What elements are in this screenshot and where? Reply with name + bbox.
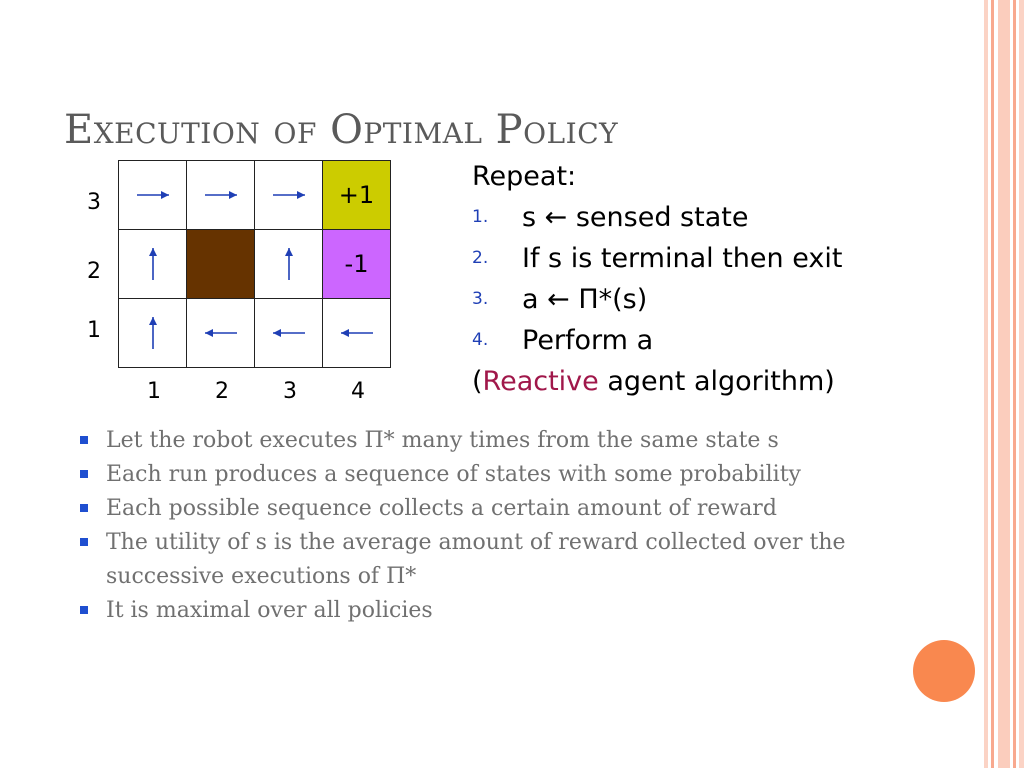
- grid-cell-arrow: [255, 161, 323, 230]
- grid-cell-arrow: [255, 299, 323, 368]
- arrow-up-icon: [283, 246, 295, 282]
- bullet-item: [80, 424, 940, 458]
- bullet-square-icon: [80, 538, 88, 546]
- bullet-text: Each run produces a sequence of states with some probability: [106, 462, 801, 487]
- footer-highlight: Reactive: [482, 366, 599, 397]
- step-text: s ← sensed state: [522, 202, 749, 233]
- stripe-3: [998, 0, 1010, 768]
- step-number: 2.: [472, 248, 489, 268]
- algorithm-step-1: [472, 197, 942, 238]
- bullet-item: [80, 492, 940, 526]
- arrow-up-icon: [147, 315, 159, 351]
- side-stripes: [984, 0, 1024, 768]
- grid-cell-arrow: [119, 161, 187, 230]
- bullet-square-icon: [80, 436, 88, 444]
- step-number: 4.: [472, 330, 489, 350]
- col-label-1: 1: [147, 379, 161, 404]
- arrow-right-icon: [271, 189, 307, 201]
- bullet-text: It is maximal over all policies: [106, 598, 433, 623]
- row-label-2: 2: [87, 259, 101, 284]
- bullet-square-icon: [80, 606, 88, 614]
- grid-cell-terminal-negative: [323, 230, 391, 299]
- grid-cell-arrow: [255, 230, 323, 299]
- bullet-text: Each possible sequence collects a certain amount of reward: [106, 496, 777, 521]
- step-number: 1.: [472, 207, 489, 227]
- policy-grid: [118, 160, 391, 368]
- bullet-text: The utility of s is the average amount of reward collected over the successive executions of Π*: [106, 530, 846, 589]
- decorative-orb: [913, 640, 975, 702]
- algorithm-step-2: [472, 238, 942, 279]
- grid-cell-terminal-positive: [323, 161, 391, 230]
- slide-title: Execution of Optimal Policy: [64, 107, 619, 153]
- step-text: a ← Π*(s): [522, 284, 648, 315]
- algorithm-header: Repeat:: [472, 161, 577, 192]
- bullet-item: [80, 526, 940, 594]
- step-text: If s is terminal then exit: [522, 243, 843, 274]
- grid-cell-arrow: [187, 299, 255, 368]
- stripe-2: [991, 0, 994, 768]
- stripe-4: [1013, 0, 1016, 768]
- step-number: 3.: [472, 289, 489, 309]
- stripe-5: [1019, 0, 1024, 768]
- grid-row: [119, 230, 391, 299]
- bullet-text: Let the robot executes Π* many times from the same state s: [106, 428, 779, 453]
- algorithm-step-4: [472, 320, 942, 361]
- bullet-square-icon: [80, 504, 88, 512]
- col-label-4: 4: [351, 379, 365, 404]
- bullet-square-icon: [80, 470, 88, 478]
- algorithm-step-3: [472, 279, 942, 320]
- bullet-list: [80, 424, 940, 628]
- grid-row: [119, 161, 391, 230]
- col-label-2: 2: [215, 379, 229, 404]
- footer-open: (: [472, 366, 483, 397]
- grid-row: [119, 299, 391, 368]
- algorithm-footer: [472, 361, 942, 402]
- step-text: Perform a: [522, 325, 654, 356]
- arrow-left-icon: [271, 327, 307, 339]
- algorithm-block: [472, 156, 942, 402]
- footer-rest: agent algorithm): [598, 366, 835, 397]
- arrow-left-icon: [203, 327, 239, 339]
- grid-cell-arrow: [187, 161, 255, 230]
- bullet-item: [80, 458, 940, 492]
- col-label-3: 3: [283, 379, 297, 404]
- grid-body: [119, 161, 391, 368]
- terminal-reward: +1: [338, 181, 375, 209]
- arrow-right-icon: [203, 189, 239, 201]
- stripe-1: [984, 0, 988, 768]
- row-label-3: 3: [87, 190, 101, 215]
- bullet-item: [80, 594, 940, 628]
- grid-cell-arrow: [119, 230, 187, 299]
- arrow-up-icon: [147, 246, 159, 282]
- grid-cell-arrow: [119, 299, 187, 368]
- grid-cell-arrow: [323, 299, 391, 368]
- terminal-reward: -1: [344, 250, 369, 278]
- grid-cell-wall: [187, 230, 255, 299]
- row-label-1: 1: [87, 318, 101, 343]
- arrow-right-icon: [135, 189, 171, 201]
- arrow-left-icon: [339, 327, 375, 339]
